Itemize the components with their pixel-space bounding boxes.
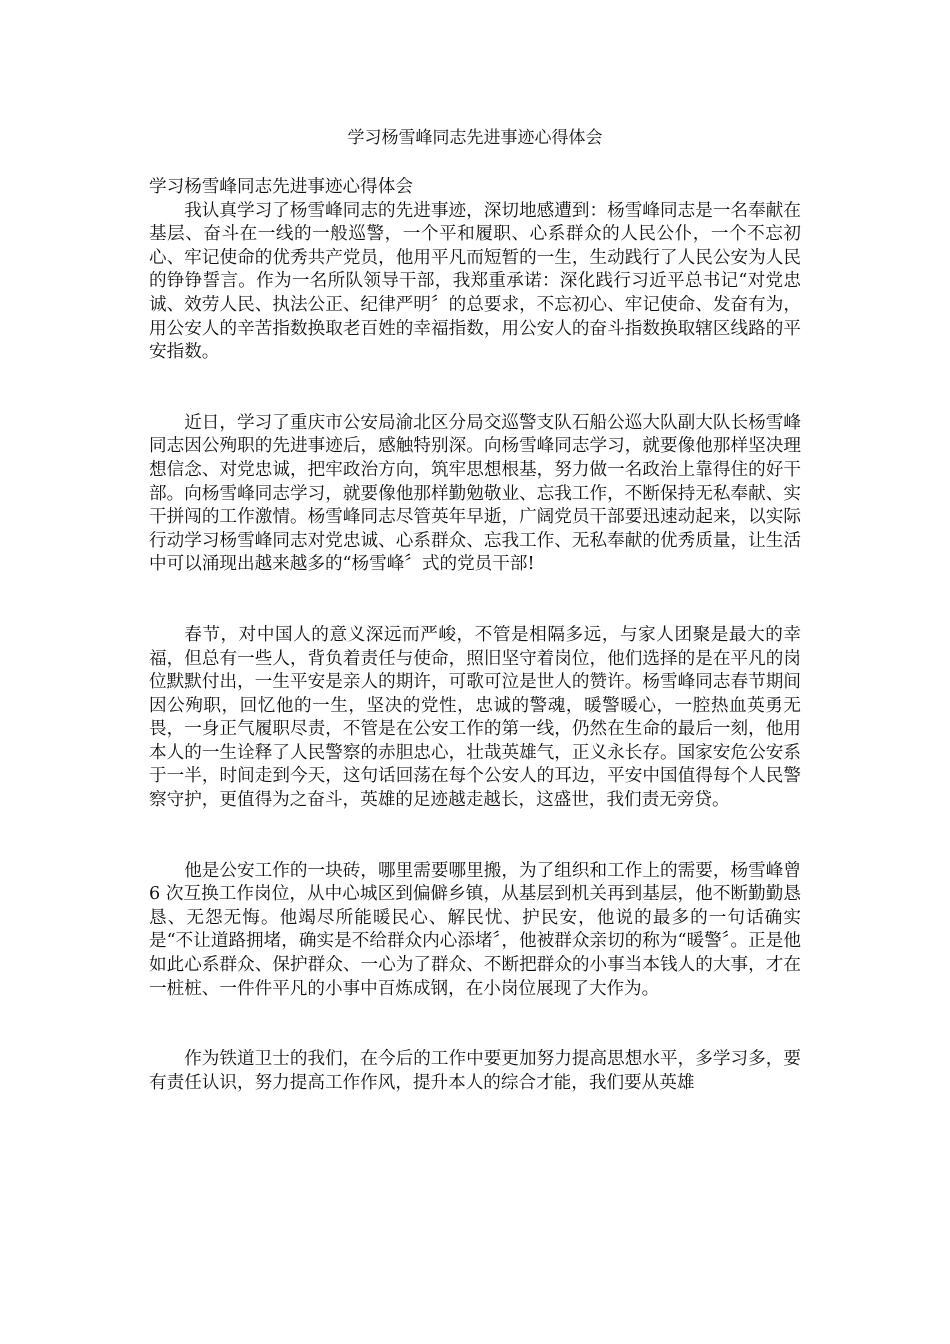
- paragraph-1: 我认真学习了杨雪峰同志的先进事迹，深切地感遭到：杨雪峰同志是一名奉献在基层、奋斗在一线的一般巡警，一个平和履职、心系群众的人民公仆，一个不忘初心、牢记使命的优秀共产党员，他用平凡而短暂的一生，生动践行了人民公安为人民的铮铮誓言。作为一名所队领导干部，我郑重承诺：深化践行习近平总书记“对党忠诚、效劳人民、执法公正、纪律严明〞的总要求，不忘初心、牢记使命、发奋有为，用公安人的辛苦指数换取老百姓的幸福指数，用公安人的奋斗指数换取辖区线路的平安指数。: [149, 200, 801, 363]
- paragraph-spacer: [149, 365, 801, 412]
- paragraph-spacer: [149, 813, 801, 860]
- paragraph-3: 春节，对中国人的意义深远而严峻，不管是相隔多远，与家人团聚是最大的幸福，但总有一些人，背负着责任与使命，照旧坚守着岗位，他们选择的是在平凡的岗位默默付出，一生平安是亲人的期许，可歌可泣是世人的赞许。杨雪峰同志春节期间因公殉职，回忆他的一生，坚决的党性，忠诚的警魂，暖警暖心，一腔热血英勇无畏，一身正气履职尽责，不管是在公安工作的第一线，仍然在生命的最后一刻，他用本人的一生诠释了人民警察的赤胆忠心，壮哉英雄气，正义永长存。国家安危公安系于一半，时间走到今天，这句话回荡在每个公安人的耳边，平安中国值得每个人民警察守护，更值得为之奋斗，英雄的足迹越走越长，这盛世，我们责无旁贷。: [149, 624, 801, 811]
- paragraph-2: 近日，学习了重庆市公安局渝北区分局交巡警支队石船公巡大队副大队长杨雪峰同志因公殉职的先进事迹后，感触特别深。向杨雪峰同志学习，就要像他那样坚决理想信念、对党忠诚，把牢政治方向，筑牢思想根基，努力做一名政治上靠得住的好干部。向杨雪峰同志学习，就要像他那样勤勉敬业、忘我工作，不断保持无私奉献、实干拼闯的工作激情。杨雪峰同志尽管英年早逝，广阔党员干部要迅速动起来，以实际行动学习杨雪峰同志对党忠诚、心系群众、忘我工作、无私奉献的优秀质量，让生活中可以涌现出越来越多的“杨雪峰〞式的党员干部!: [149, 412, 801, 575]
- document-subtitle: 学习杨雪峰同志先进事迹心得体会: [149, 177, 413, 197]
- document-title: 学习杨雪峰同志先进事迹心得体会: [347, 128, 603, 148]
- paragraph-spacer: [149, 1001, 801, 1048]
- paragraph-5: 作为铁道卫士的我们，在今后的工作中要更加努力提高思想水平，多学习多，要有责任认识，努力提高工作作风，提升本人的综合才能，我们要从英雄: [149, 1049, 801, 1093]
- paragraph-4: 他是公安工作的一块砖，哪里需要哪里搬，为了组织和工作上的需要，杨雪峰曾 6 次互换工作岗位，从中心城区到偏僻乡镇，从基层到机关再到基层，他不断勤勤恳恳、无怨无悔。他竭尽所能暖民心、解民忧、护民安，他说的最多的一句话确实是“不让道路拥堵，确实是不给群众内心添堵〞，他被群众亲切的称为“暖警〞。正是他如此心系群众、保护群众、一心为了群众、不断把群众的小事当本钱人的大事，才在一桩桩、一件件平凡的小事中百炼成钢，在小岗位展现了大作为。: [149, 860, 801, 999]
- document-body: [149, 176, 801, 1095]
- paragraph-spacer: [149, 577, 801, 624]
